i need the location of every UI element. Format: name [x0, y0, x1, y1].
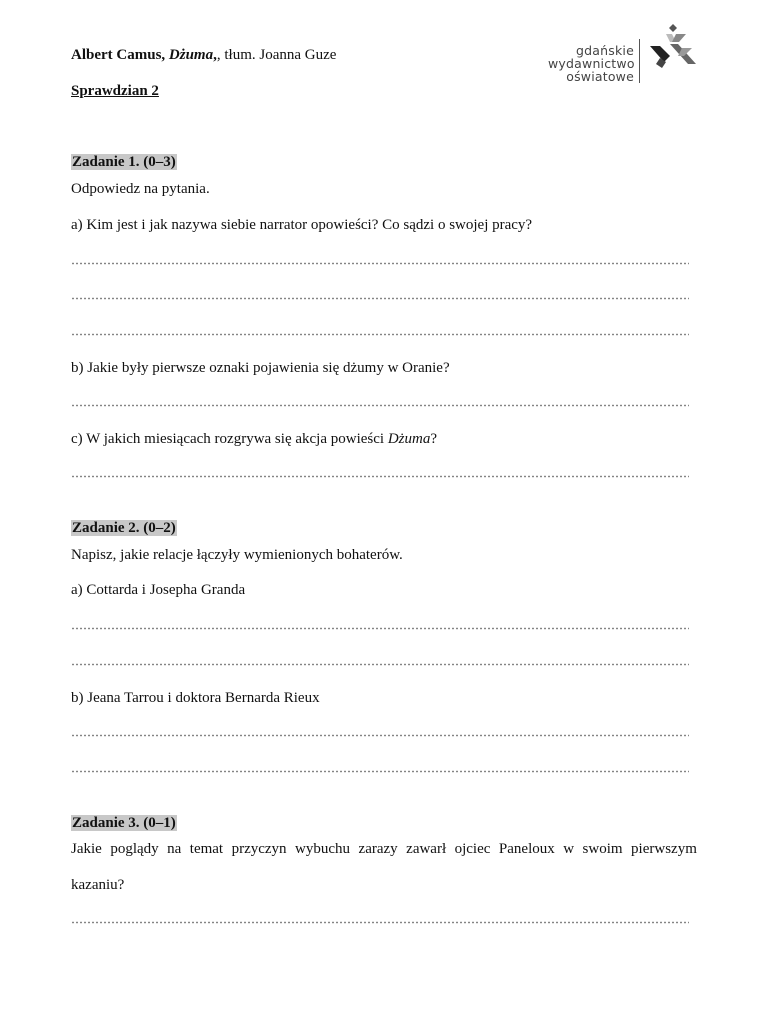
- task3-question-line2: kazaniu?: [71, 877, 125, 893]
- task2-heading: [71, 519, 177, 537]
- task2-item-a: a) Cottarda i Josepha Granda: [71, 582, 246, 598]
- task1-heading: [71, 153, 177, 171]
- logo-line: oświatowe: [566, 69, 634, 84]
- task1-question-b: b) Jakie były pierwsze oznaki pojawienia się dżumy w Oranie?: [71, 360, 450, 376]
- question-c-book-title: Dżuma: [387, 431, 431, 447]
- word: Paneloux: [498, 841, 555, 857]
- task3-heading: [71, 814, 177, 832]
- book-title: Dżuma: [168, 47, 214, 63]
- word: ojciec: [454, 841, 491, 857]
- answer-line[interactable]: [71, 770, 689, 773]
- task1-title: Zadanie 1. (0–3): [72, 154, 176, 170]
- word: przyczyn: [231, 841, 287, 857]
- word: na: [167, 841, 182, 857]
- word: wybuchu: [295, 841, 351, 857]
- author-name: Albert Camus,: [71, 47, 169, 63]
- task1-instruction: Odpowiedz na pytania.: [71, 181, 210, 197]
- answer-line[interactable]: [71, 404, 689, 407]
- question-c-text: c) W jakich miesiącach rozgrywa się akcja powieści: [71, 431, 388, 447]
- task2-instruction: Napisz, jakie relacje łączyły wymienionych bohaterów.: [71, 547, 403, 563]
- word: temat: [189, 841, 224, 857]
- word: zawarł: [406, 841, 447, 857]
- document-header: Albert Camus, Dżuma,, tłum. Joanna Guze: [71, 47, 337, 63]
- question-c-mark: ?: [430, 431, 437, 447]
- task2-title: Zadanie 2. (0–2): [72, 520, 176, 536]
- answer-line[interactable]: [71, 333, 689, 336]
- word: swoim: [582, 841, 623, 857]
- word: w: [563, 841, 575, 857]
- logo-divider: [639, 39, 640, 83]
- answer-line[interactable]: [71, 921, 689, 924]
- answer-line[interactable]: [71, 297, 689, 300]
- publisher-logo-icon: [646, 22, 700, 70]
- word: Jakie: [71, 841, 102, 857]
- publisher-logo-text: [548, 44, 634, 83]
- task1-question-a: a) Kim jest i jak nazywa siebie narrator opowieści? Co sądzi o swojej pracy?: [71, 217, 533, 233]
- task3-question-line1: [71, 840, 697, 858]
- word: poglądy: [110, 841, 159, 857]
- answer-line[interactable]: [71, 262, 689, 265]
- answer-line[interactable]: [71, 734, 689, 737]
- word: zarazy: [358, 841, 398, 857]
- task2-item-b: b) Jeana Tarrou i doktora Bernarda Rieux: [71, 690, 320, 706]
- answer-line[interactable]: [71, 627, 689, 630]
- word: pierwszym: [631, 841, 697, 857]
- translator: , tłum. Joanna Guze: [216, 47, 337, 63]
- answer-line[interactable]: [71, 475, 689, 478]
- task3-title: Zadanie 3. (0–1): [72, 815, 176, 831]
- answer-line[interactable]: [71, 663, 689, 666]
- logo-line: wydawnictwo: [548, 56, 635, 71]
- test-title: Sprawdzian 2: [71, 83, 159, 99]
- task1-question-c: [71, 430, 437, 448]
- logo-line: gdańskie: [576, 43, 634, 58]
